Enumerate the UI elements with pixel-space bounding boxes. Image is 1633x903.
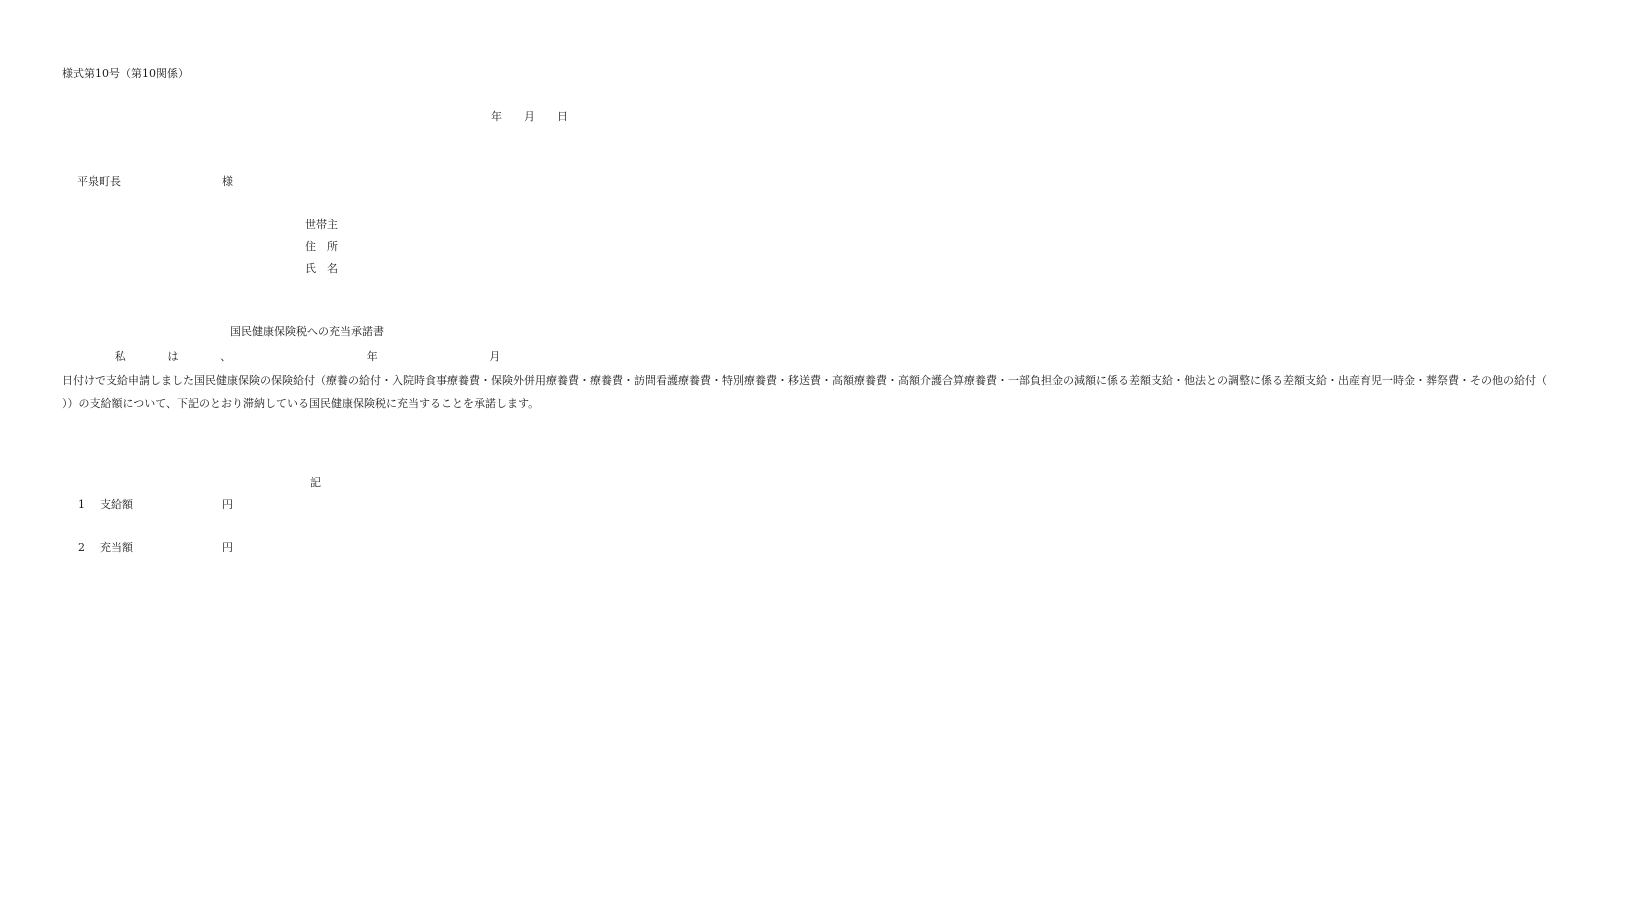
address-label: 住 所 (305, 240, 338, 253)
household-head-label: 世帯主 (305, 218, 338, 231)
item-number: 1 (78, 498, 85, 511)
body-year-marker: 年 (325, 350, 420, 363)
body-closing: ））の支給額について、下記のとおり滞納している国民健康保険税に充当することを承諾します。 (62, 397, 540, 410)
date-line: 年 月 日 (491, 110, 568, 123)
name-label: 氏 名 (305, 262, 338, 275)
body-opening: 私は、 (62, 350, 273, 363)
body-paragraph (62, 345, 1547, 416)
addressee-town-head: 平泉町長 (77, 175, 121, 188)
item-label: 支給額 (100, 498, 133, 511)
document-title: 国民健康保険税への充当承諾書 (230, 325, 384, 338)
item-unit: 円 (222, 498, 233, 511)
body-month-marker: 月 (447, 350, 542, 363)
item-number: 2 (78, 541, 85, 554)
addressee-honorific: 様 (222, 175, 233, 188)
item-unit: 円 (222, 541, 233, 554)
note-heading: 記 (310, 476, 321, 489)
item-label: 充当額 (100, 541, 133, 554)
form-label: 様式第10号（第10関係） (62, 67, 189, 80)
body-date-suffix: 日付けで支給申請しました国民健康保険の保険給付（療養の給付・入院時食事療養費・保険外併用療養費・療養費・訪問看護療養費・特別療養費・移送費・高額療養費・高額介護合算療養費・一部負担金の減額に係る差額支給・他法との調整に係る差額支給・出産育児一時金・葬祭費・その他の給付（ (62, 373, 1547, 387)
